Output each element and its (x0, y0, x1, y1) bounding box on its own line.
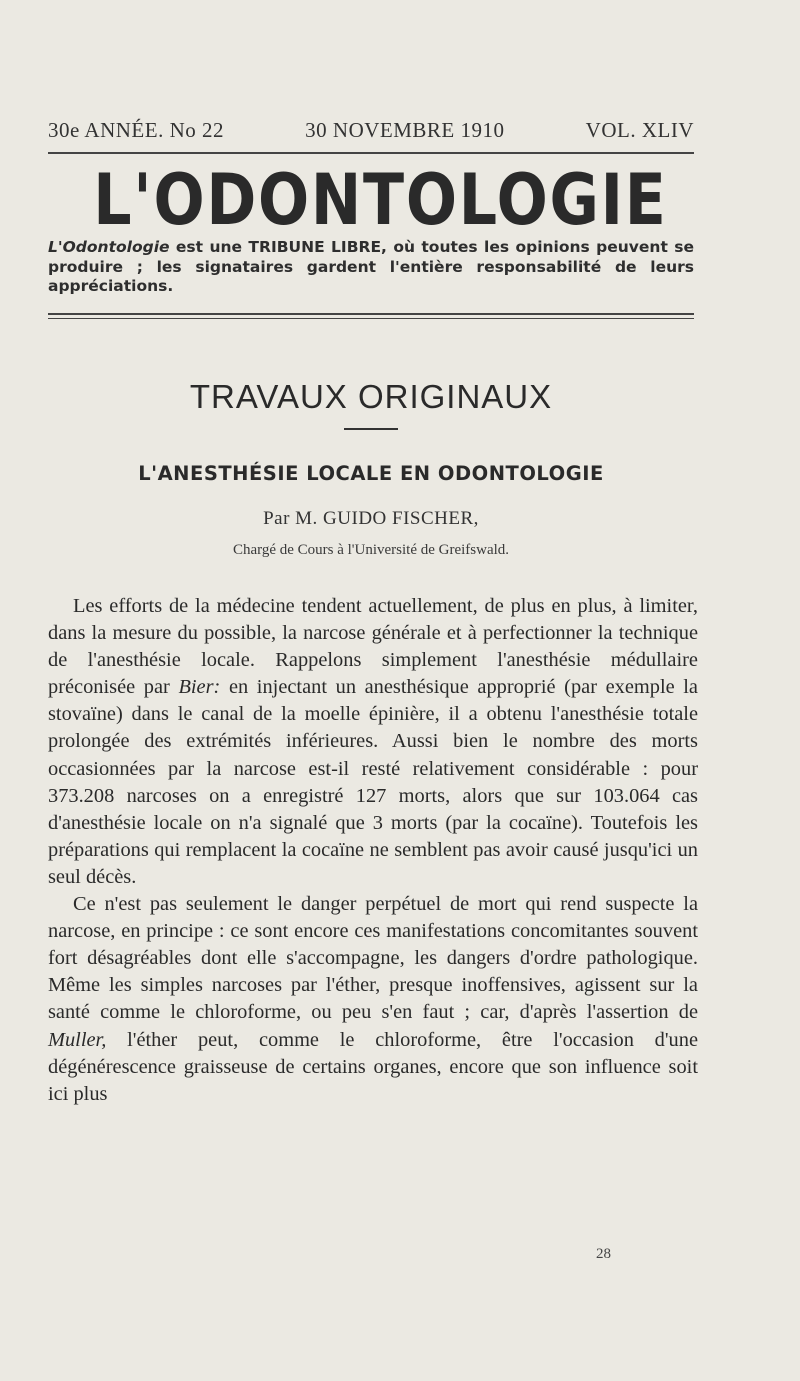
header-rule (48, 152, 694, 154)
year-issue: 30e ANNÉE. No 22 (48, 118, 224, 142)
article-byline: Par M. GUIDO FISCHER, (263, 508, 479, 529)
issue-date: 30 NOVEMBRE 1910 (305, 118, 505, 142)
paragraph-2-start: Ce n'est pas seulement le danger perpétuel de mort qui rend suspecte la narcose, en principe : ce sont encore ces manifestations concomitantes souvent fort désagréables dont elle s'accompagne, les dangers d'ordre pathologique. Même les simples narcoses par l'éther, presque inoffensives, agissent sur la santé comme le chloroforme, ou peu s'en faut ; car, d'après l'assertion de (48, 893, 698, 1024)
author-name-bier: Bier: (178, 676, 221, 699)
article-title: L'ANESTHÉSIE LOCALE EN ODONTOLOGIE (138, 462, 604, 485)
paragraph-1-end: en injectant un anesthésique approprié (par exemple la stovaïne) dans le canal de la moelle épinière, il a obtenu l'anesthésie totale prolongée des extrémités inférieures. Aussi bien le nombre des morts occasionnées par la narcose est-il resté relativement considérable : pour 373.208 narcoses on a enregistré 127 morts, alors que sur 103.064 cas d'anesthésie locale on n'a signalé que 3 morts (par la cocaïne). Toutefois les préparations qui remplacent la cocaïne ne semblent pas avoir causé jusqu'ici un seul décès. (48, 676, 698, 888)
paragraph-2 (48, 891, 698, 1108)
author-affiliation: Chargé de Cours à l'Université de Greifswald. (232, 542, 510, 558)
section-title: TRAVAUX ORIGINAUX (189, 378, 553, 415)
paragraph-2-end: l'éther peut, comme le chloroforme, être l'occasion d'une dégénérescence graisseuse de certains organes, encore que son influence soit ici plus (48, 1028, 698, 1105)
running-header (48, 118, 694, 143)
masthead-title: L'ODONTOLOGIE (93, 159, 668, 241)
section-divider (344, 428, 398, 430)
double-rule-upper (48, 313, 694, 315)
double-rule-lower (48, 318, 694, 319)
paragraph-1 (48, 593, 698, 891)
notice-text: est une TRIBUNE LIBRE, où toutes les opinions peuvent se produire ; les signataires gardent l'entière responsabilité de leurs appréciations. (48, 238, 694, 295)
paragraph-1-start: Les efforts de la médecine tendent actuellement, de plus en plus, à limiter, dans la mesure du possible, la narcose générale et à perfectionner la technique de l'anesthésie locale. Rappelons simplement l'anesthésie médullaire préconisée par (48, 595, 698, 699)
article-body (48, 593, 698, 1108)
page-number: 28 (596, 1246, 611, 1262)
volume: VOL. XLIV (585, 118, 694, 142)
editorial-notice (48, 238, 694, 297)
notice-journal-name: L'Odontologie (48, 238, 170, 256)
author-name-muller: Muller, (48, 1028, 107, 1051)
